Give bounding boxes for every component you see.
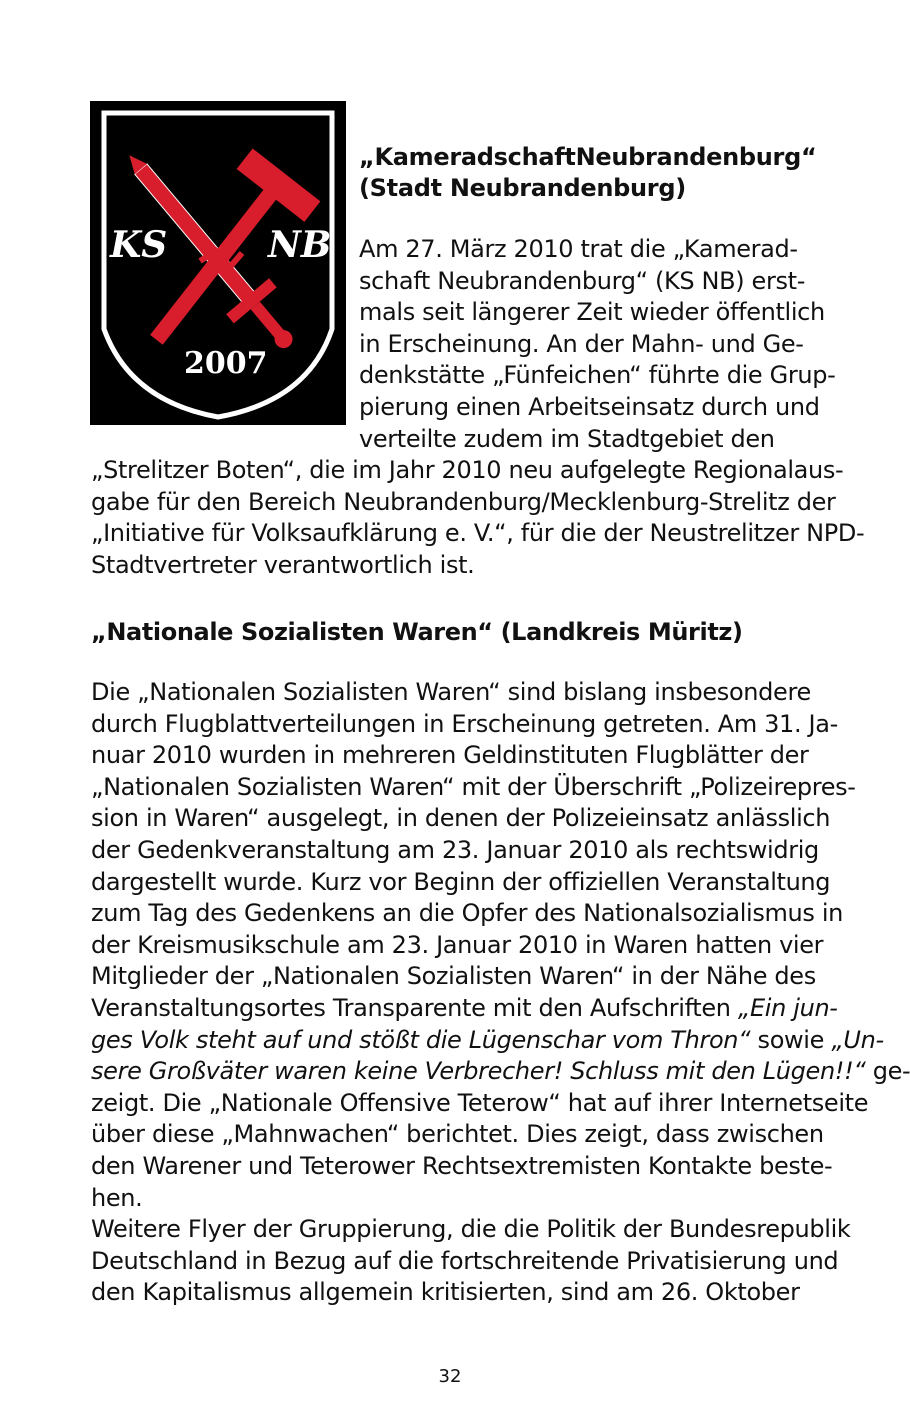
- section1-heading-part2: Neubrandenburg“: [575, 143, 817, 171]
- quote-1: „Ein jun-: [737, 993, 838, 1022]
- text-line: durch Flugblattverteilungen in Erscheinung getreten. Am 31. Ja-: [91, 709, 838, 738]
- section1-heading: [359, 142, 817, 204]
- emblem-left-text: KS: [110, 224, 168, 266]
- text-line: gabe für den Bereich Neubrandenburg/Mecklenburg-Strelitz der: [91, 487, 836, 516]
- page-number: 32: [438, 1366, 462, 1387]
- text-line: mals seit längerer Zeit wieder öffentlich: [359, 298, 825, 327]
- section2-heading: „Nationale Sozialisten Waren“ (Landkreis Müritz): [91, 618, 743, 646]
- text-line: „Initiative für Volksaufklärung e. V.“, für die der Neustrelitzer NPD-: [91, 519, 865, 548]
- section1-heading-part1: „Kameradschaft: [359, 143, 576, 171]
- text-line: Veranstaltungsortes Transparente mit den Aufschriften „Ein jun-: [91, 993, 838, 1022]
- text-line: verteilte zudem im Stadtgebiet den: [359, 424, 775, 453]
- text-line: „Nationalen Sozialisten Waren“ mit der Überschrift „Polizeirepres-: [91, 772, 856, 801]
- text-line: dargestellt wurde. Kurz vor Beginn der offiziellen Veranstaltung: [91, 867, 831, 896]
- text-line: Weitere Flyer der Gruppierung, die die Politik der Bundesrepublik: [91, 1215, 851, 1244]
- text-line: schaft Neubrandenburg“ (KS NB) erst-: [359, 266, 806, 295]
- text-line: sere Großväter waren keine Verbrecher! Schluss mit den Lügen!!“ ge-: [91, 1057, 910, 1086]
- text-line: zum Tag des Gedenkens an die Opfer des Nationalsozialismus in: [91, 899, 844, 928]
- text-line: hen.: [91, 1183, 143, 1212]
- text-line: nuar 2010 wurden in mehreren Geldinstituten Flugblätter der: [91, 741, 809, 770]
- text-line: sion in Waren“ ausgelegt, in denen der Polizeieinsatz anlässlich: [91, 804, 831, 833]
- text-line: den Warener und Teterower Rechtsextremisten Kontakte beste-: [91, 1151, 833, 1180]
- text-line: der Gedenkveranstaltung am 23. Januar 2010 als rechtswidrig: [91, 835, 819, 864]
- text-line: Stadtvertreter verantwortlich ist.: [91, 550, 475, 579]
- text-line: ges Volk steht auf und stößt die Lügenschar vom Thron“ sowie „Un-: [91, 1025, 884, 1054]
- section1-full-text: [91, 455, 865, 581]
- emblem-year: 2007: [184, 346, 268, 381]
- text-line: über diese „Mahnwachen“ berichtet. Dies zeigt, dass zwischen: [91, 1120, 824, 1149]
- quote-2: „Un-: [831, 1025, 884, 1054]
- text-line: denkstätte „Fünfeichen“ führte die Grup-: [359, 361, 836, 390]
- section2-body: [91, 677, 910, 1309]
- text-line: den Kapitalismus allgemein kritisierten, sind am 26. Oktober: [91, 1278, 800, 1307]
- text-line: „Strelitzer Boten“, die im Jahr 2010 neu aufgelegte Regionalaus-: [91, 456, 844, 484]
- text-line: pierung einen Arbeitseinsatz durch und: [359, 392, 820, 421]
- text-line: der Kreismusikschule am 23. Januar 2010 in Waren hatten vier: [91, 930, 824, 959]
- text-line: Deutschland in Bezug auf die fortschreitende Privatisierung und: [91, 1246, 839, 1275]
- text-line: Die „Nationalen Sozialisten Waren“ sind bislang insbesondere: [91, 678, 811, 706]
- text-line: Am 27. März 2010 trat die „Kamerad-: [359, 235, 798, 263]
- section1-side-text: [359, 234, 836, 455]
- emblem-right-text: NB: [268, 224, 332, 266]
- text-line: zeigt. Die „Nationale Offensive Teterow“ hat auf ihrer Internetseite: [91, 1088, 869, 1117]
- section1-heading-line2: (Stadt Neubrandenburg): [359, 174, 686, 202]
- text-line: in Erscheinung. An der Mahn- und Ge-: [359, 329, 804, 358]
- emblem-image: [90, 101, 346, 425]
- text-line: Mitglieder der „Nationalen Sozialisten Waren“ in der Nähe des: [91, 962, 816, 991]
